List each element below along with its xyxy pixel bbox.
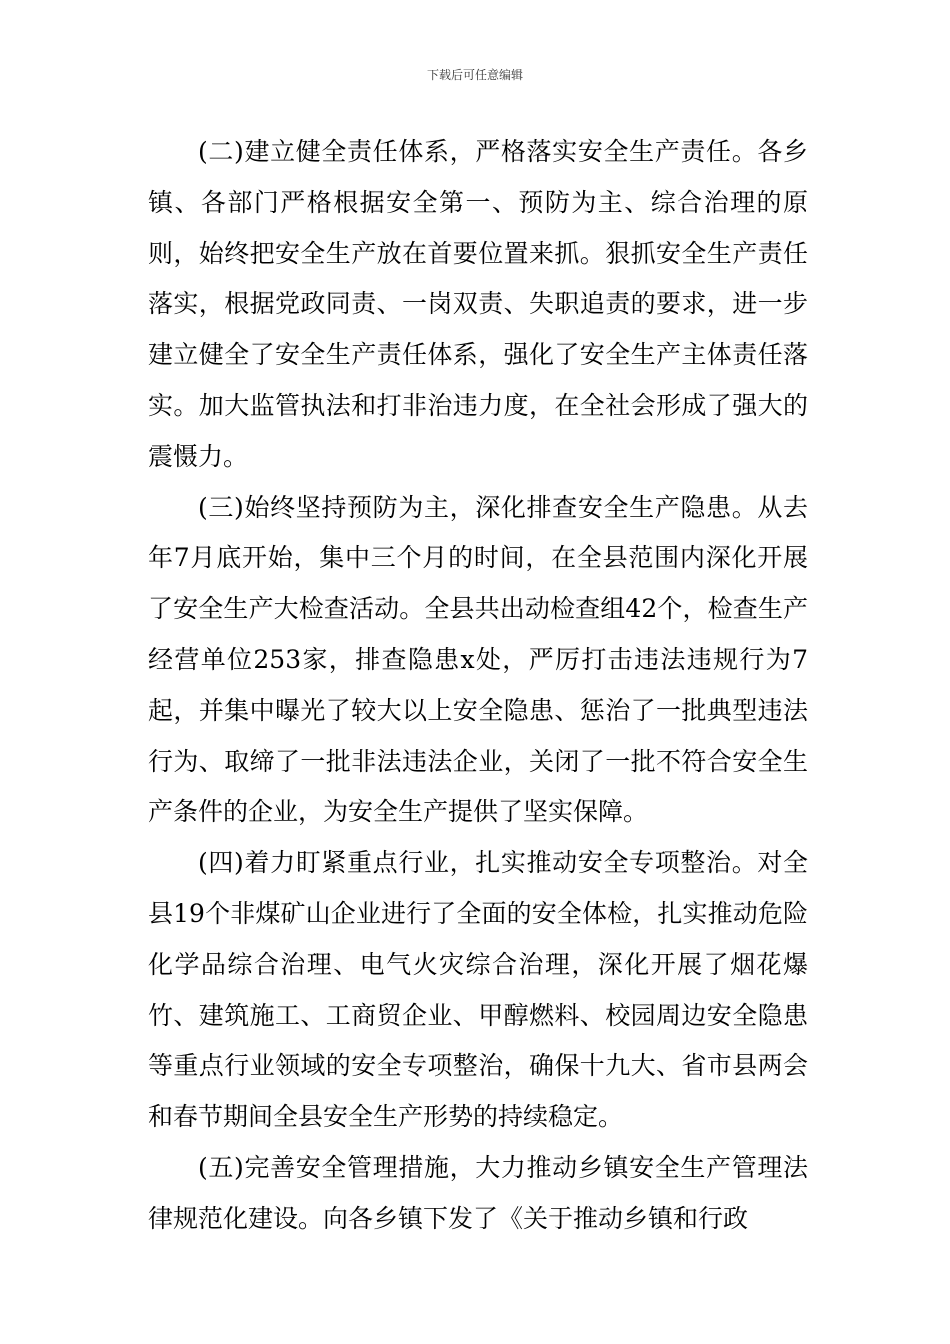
paragraph-5: (五)完善安全管理措施，大力推动乡镇安全生产管理法律规范化建设。向各乡镇下发了《关于推动乡镇和行政	[148, 1152, 808, 1233]
document-body	[148, 127, 808, 1245]
page-header: 下载后可任意编辑	[426, 68, 523, 82]
paragraph-2: (二)建立健全责任体系，严格落实安全生产责任。各乡镇、各部门严格根据安全第一、预防为主、综合治理的原则，始终把安全生产放在首要位置来抓。狠抓安全生产责任落实，根据党政同责、一岗双责、失职追责的要求，进一步建立健全了安全生产责任体系，强化了安全生产主体责任落实。加大监管执法和打非治违力度，在全社会形成了强大的震慑力。	[148, 137, 808, 471]
paragraph-4: (四)着力盯紧重点行业，扎实推动安全专项整治。对全县19个非煤矿山企业进行了全面的安全体检，扎实推动危险化学品综合治理、电气火灾综合治理，深化开展了烟花爆竹、建筑施工、工商贸企业、甲醇燃料、校园周边安全隐患等重点行业领域的安全专项整治，确保十九大、省市县两会和春节期间全县安全生产形势的持续稳定。	[148, 848, 808, 1132]
paragraph-3: (三)始终坚持预防为主，深化排查安全生产隐患。从去年7月底开始，集中三个月的时间，在全县范围内深化开展了安全生产大检查活动。全县共出动检查组42个，检查生产经营单位253家，排查隐患x处，严厉打击违法违规行为7起，并集中曝光了较大以上安全隐患、惩治了一批典型违法行为、取缔了一批非法违法企业，关闭了一批不符合安全生产条件的企业，为安全生产提供了坚实保障。	[148, 492, 808, 827]
